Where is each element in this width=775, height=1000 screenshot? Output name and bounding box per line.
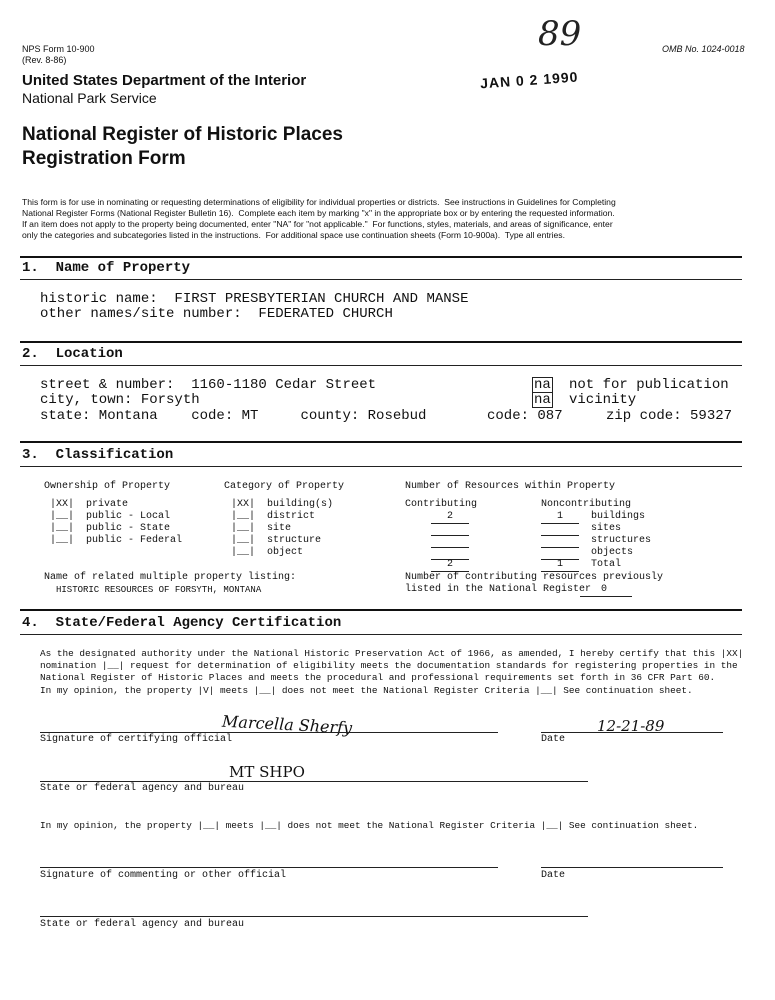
form-id: NPS Form 10-900	[22, 44, 95, 54]
date-label: Date	[541, 870, 566, 881]
state-county: state: Montana code: MT county: Rosebud	[40, 408, 427, 424]
date-label: Date	[541, 734, 566, 745]
zip-code: zip code: 59327	[606, 408, 733, 424]
commenting-signature-label: Signature of commenting or other official	[40, 870, 287, 881]
certification-text: nomination |__| request for determination of eligibility meets the documentation standards for registering properties in the	[40, 660, 738, 671]
opinion-text: In my opinion, the property |__| meets |__| does not meet the National Register Criteria |__| See continuation sheet.	[40, 820, 699, 831]
section-3-heading: 3. Classification	[22, 447, 174, 463]
resource-type: structures	[591, 535, 652, 546]
section-4-heading: 4. State/Federal Agency Certification	[22, 615, 342, 631]
contributing-value: 2	[447, 511, 454, 522]
section-rule	[20, 441, 742, 443]
category-option: |__| district	[231, 511, 316, 522]
agency-line	[40, 781, 588, 782]
city-town: city, town: Forsyth	[40, 392, 200, 408]
previously-listed-label-2: listed in the National Register	[405, 584, 592, 595]
agency-label: State or federal agency and bureau	[40, 783, 245, 794]
resources-title: Number of Resources within Property	[405, 481, 616, 492]
noncontributing-label: Noncontributing	[541, 499, 632, 510]
category-option: |XX| building(s)	[231, 499, 334, 510]
department-name: United States Department of the Interior	[22, 72, 307, 89]
form-title-line1: National Register of Historic Places	[22, 124, 343, 145]
date-line	[541, 867, 723, 868]
blank-line	[431, 535, 469, 536]
resource-type: buildings	[591, 511, 646, 522]
signature-label: Signature of certifying official	[40, 734, 233, 745]
section-rule	[20, 365, 742, 366]
resource-type: sites	[591, 523, 622, 534]
certification-text: As the designated authority under the National Historic Preservation Act of 1966, as amended, I hereby certify that this |XX|	[40, 648, 744, 659]
blank-line	[431, 547, 469, 548]
section-rule	[20, 256, 742, 258]
street-number: street & number: 1160-1180 Cedar Street	[40, 377, 377, 393]
certification-text: National Register of Historic Places and meets the procedural and professional requirements set forth in 36 CFR Part 60.	[40, 672, 716, 683]
contributing-total: 2	[447, 559, 454, 570]
not-for-publication-box: na	[534, 377, 551, 393]
agency-label: State or federal agency and bureau	[40, 919, 245, 930]
intro-line-2: National Register Forms (National Register Bulletin 16). Complete each item by marking "x" in the appropriate box or by entering the requested information.	[22, 208, 615, 218]
signature-line	[40, 867, 498, 868]
historic-name: historic name: FIRST PRESBYTERIAN CHURCH AND MANSE	[40, 291, 469, 307]
blank-line	[541, 547, 579, 548]
form-revision: (Rev. 8-86)	[22, 55, 67, 65]
section-rule	[20, 341, 742, 343]
ownership-option: |__| public - State	[50, 523, 171, 534]
section-rule	[20, 634, 742, 635]
omb-number: OMB No. 1024-0018	[662, 44, 745, 54]
agency-handwritten: MT SHPO	[229, 763, 305, 781]
handwritten-number: 89	[538, 14, 582, 54]
blank-line	[580, 596, 632, 597]
certification-text: In my opinion, the property |V| meets |__| does not meet the National Register Criteria |__| See continuation sheet.	[40, 685, 693, 696]
section-rule	[20, 279, 742, 280]
intro-line-3: If an item does not apply to the property being documented, enter "NA" for "not applicable." For functions, styles, materials, and areas of significance, enter	[22, 219, 613, 229]
signature-date: 12-21-89	[597, 717, 665, 735]
noncontributing-total: 1	[557, 559, 564, 570]
section-rule	[20, 466, 742, 467]
service-name: National Park Service	[22, 90, 157, 106]
section-1-heading: 1. Name of Property	[22, 260, 191, 276]
agency-line	[40, 916, 588, 917]
vicinity-box: na	[534, 392, 551, 408]
noncontributing-value: 1	[557, 511, 564, 522]
section-2-heading: 2. Location	[22, 346, 123, 362]
related-listing-value: HISTORIC RESOURCES OF FORSYTH, MONTANA	[56, 585, 262, 595]
intro-line-4: only the categories and subcategories listed in the instructions. For additional space use continuation sheets (Form 10-900a). Type all entries.	[22, 230, 565, 240]
previously-listed-value: 0	[601, 584, 608, 595]
blank-line	[431, 523, 469, 524]
category-option: |__| object	[231, 547, 304, 558]
ownership-title: Ownership of Property	[44, 481, 171, 492]
resource-type: Total	[591, 559, 622, 570]
category-option: |__| site	[231, 523, 292, 534]
contributing-label: Contributing	[405, 499, 478, 510]
ownership-option: |XX| private	[50, 499, 129, 510]
category-option: |__| structure	[231, 535, 322, 546]
received-date-stamp: JAN 0 2 1990	[479, 68, 579, 92]
related-listing-label: Name of related multiple property listing:	[44, 572, 297, 583]
intro-line-1: This form is for use in nominating or requesting determinations of eligibility for individual properties or districts. See instructions in Guidelines for Completing	[22, 197, 616, 207]
ownership-option: |__| public - Federal	[50, 535, 183, 546]
ownership-option: |__| public - Local	[50, 511, 171, 522]
vicinity-label: vicinity	[569, 392, 637, 408]
date-line	[541, 732, 723, 733]
county-code: code: 087	[487, 408, 563, 424]
section-rule	[20, 609, 742, 611]
not-for-publication-label: not for publication	[569, 377, 729, 393]
official-signature: Marcella Sherfy	[221, 711, 353, 738]
previously-listed-label: Number of contributing resources previously	[405, 572, 664, 583]
blank-line	[541, 523, 579, 524]
blank-line	[541, 535, 579, 536]
other-names: other names/site number: FEDERATED CHURCH	[40, 306, 393, 322]
category-title: Category of Property	[224, 481, 345, 492]
form-title-line2: Registration Form	[22, 148, 186, 169]
resource-type: objects	[591, 547, 634, 558]
signature-line	[40, 732, 498, 733]
